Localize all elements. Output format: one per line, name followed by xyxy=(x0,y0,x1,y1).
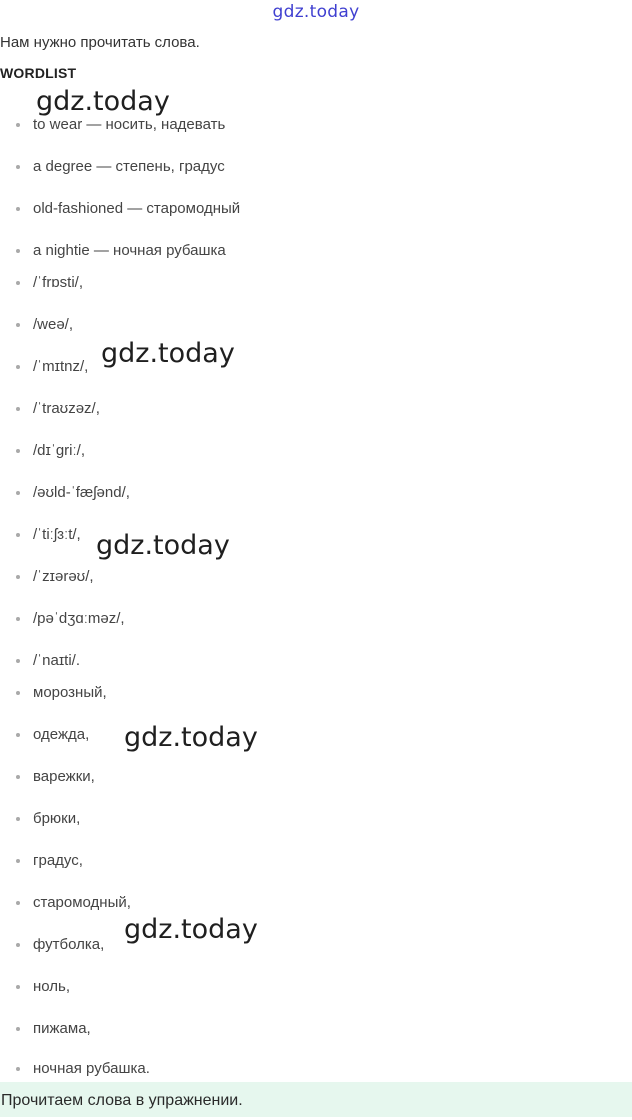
bullet-icon xyxy=(16,775,20,779)
bullet-icon xyxy=(16,943,20,947)
bullet-icon xyxy=(16,123,20,127)
bullet-icon xyxy=(16,365,20,369)
bullet-icon xyxy=(16,617,20,621)
bullet-icon xyxy=(16,691,20,695)
bullet-icon xyxy=(16,249,20,253)
watermark: gdz.today xyxy=(101,338,235,369)
bullet-icon xyxy=(16,281,20,285)
intro-text: Нам нужно прочитать слова. xyxy=(0,34,200,51)
bullet-icon xyxy=(16,407,20,411)
watermark: gdz.today xyxy=(36,86,170,117)
bullet-icon xyxy=(16,323,20,327)
bullet-icon xyxy=(16,1067,20,1071)
bullet-icon xyxy=(16,985,20,989)
bullet-icon xyxy=(16,575,20,579)
bullet-icon xyxy=(16,817,20,821)
watermark: gdz.today xyxy=(124,722,258,753)
bullet-icon xyxy=(16,491,20,495)
watermark: gdz.today xyxy=(96,530,230,561)
wordlist-heading: WORDLIST xyxy=(0,65,77,81)
bullet-icon xyxy=(16,733,20,737)
bullet-icon xyxy=(16,165,20,169)
bullet-icon xyxy=(16,207,20,211)
bullet-icon xyxy=(16,1027,20,1031)
bullet-icon xyxy=(16,859,20,863)
bullet-icon xyxy=(16,659,20,663)
bullet-icon xyxy=(16,533,20,537)
bullet-icon xyxy=(16,901,20,905)
footer-note: Прочитаем слова в упражнении. xyxy=(0,1082,632,1117)
site-logo[interactable]: gdz.today xyxy=(272,2,360,22)
watermark: gdz.today xyxy=(124,914,258,945)
bullet-icon xyxy=(16,449,20,453)
